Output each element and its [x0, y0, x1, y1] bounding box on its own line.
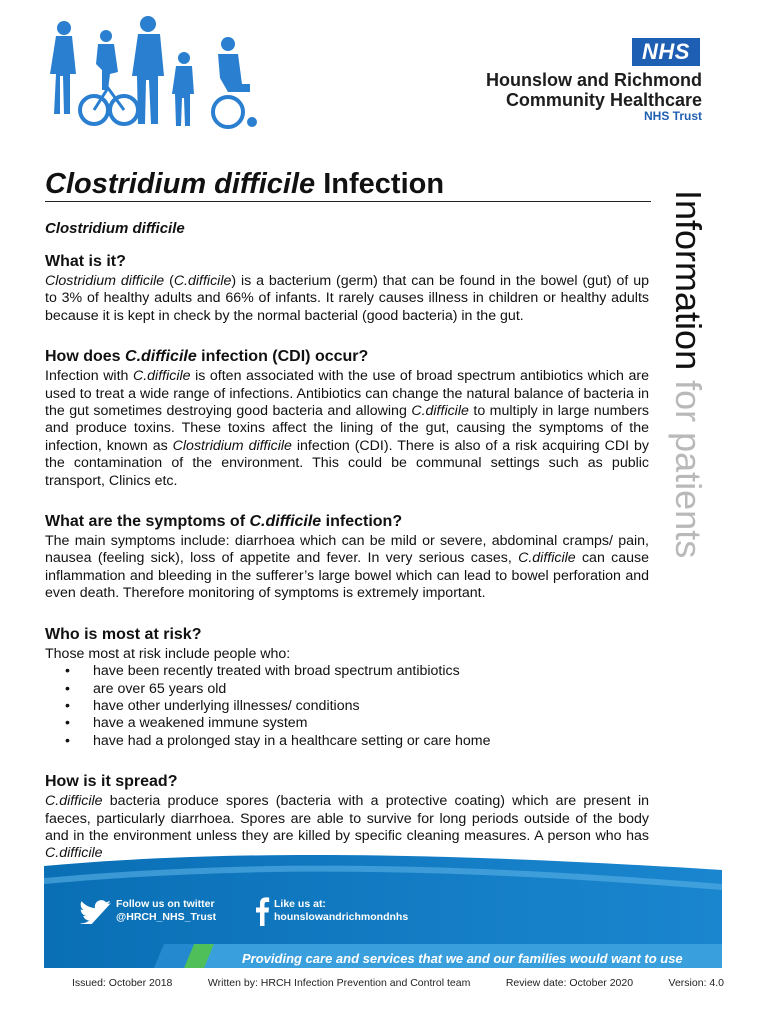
risk-list [45, 663, 649, 750]
heading-symptoms [45, 512, 649, 532]
list-item: • have other underlying illnesses/ conditions [93, 698, 649, 715]
org-name-line1: Hounslow and Richmond [486, 70, 702, 90]
text: The main symptoms include: diarrhoea which can be mild or severe, abdominal cramps/ pain, nausea (feeling sick), loss of appetite and fever. In very serious cases, [45, 533, 649, 567]
main-content [45, 220, 649, 863]
facebook-link[interactable] [274, 898, 408, 924]
heading-what-is-it: What is it? [45, 253, 126, 270]
information-for-patients-banner [664, 190, 714, 685]
version: Version: 4.0 [668, 977, 724, 989]
text: is often associated with the use of broad spectrum antibiotics which are used to treat a wide range of infections. Antibiotics can change the natural balance of bacteria in the gut sometimes destroying good bacteria and allowing [45, 368, 649, 420]
text: bacteria produce spores (bacteria with a protective coating) which are present in faeces, particularly diarrhoea. Spores are able to survive for long periods outside of the body and in the environment unless they are killed by specific cleaning measures. A person who has [45, 793, 649, 844]
twitter-icon[interactable] [80, 900, 112, 924]
list-item: • have been recently treated with broad spectrum antibiotics [93, 663, 649, 680]
text-italic: C.difficile [173, 273, 232, 289]
banner-word-information: Information [668, 190, 709, 371]
facebook-icon[interactable] [254, 896, 270, 926]
text-italic: C.difficile [45, 845, 103, 862]
list-item: • are over 65 years old [93, 681, 649, 698]
banner-text [668, 190, 709, 558]
heading-how-does-cdi-occur [45, 347, 649, 367]
title-divider [45, 201, 651, 202]
heading-how-is-it-spread: How is it spread? [45, 773, 178, 791]
heading-text: What are the symptoms of [45, 513, 250, 531]
subtitle: Clostridium difficile [45, 220, 185, 237]
org-trust-label: NHS Trust [643, 109, 702, 123]
facebook-line1: Like us at: [274, 898, 326, 910]
issued-date: Issued: October 2018 [72, 977, 173, 989]
heading-text: How does [45, 348, 126, 366]
people-silhouettes-illustration [44, 14, 264, 134]
text-italic: C.difficile [518, 550, 576, 567]
organisation-name [430, 70, 702, 110]
review-date: Review date: October 2020 [505, 977, 634, 989]
twitter-line1: Follow us on twitter [116, 898, 215, 910]
text-italic: C.difficile [411, 403, 469, 420]
text: can cause inflammation and bleeding in the sufferer’s large bowel which can lead to bowel perforation and even death. Therefore monitoring of symptoms is extremely important. [45, 550, 649, 602]
document-footer [44, 977, 724, 989]
paragraph-risk-intro: Those most at risk include people who: [45, 645, 291, 662]
list-item: • have had a prolonged stay in a healthcare setting or care home [93, 733, 649, 750]
text: infection (CDI). There is also of a risk acquiring CDI by the contamination of the environment. This could be communal settings such as public transport, Clinics etc. [45, 437, 649, 489]
banner-word-for-patients: for patients [668, 370, 709, 559]
page-title [45, 167, 650, 201]
text: to multiply in large numbers and produce toxins. These toxins affect the lining of the gut, causing the symptoms of the infection, known as [45, 403, 650, 454]
org-name-line2: Community Healthcare [505, 90, 702, 110]
text-italic: C.difficile [45, 793, 103, 810]
text: ) is a bacterium (germ) that can be found in the bowel (gut) of up to 3% of healthy adults and 66% of infants. It rarely causes illness in children or healthy adults because it is kept in check by the normal bacterial (good bacteria) in the gut. [45, 273, 649, 324]
heading-italic: C.difficile [249, 513, 322, 531]
text: ( [164, 273, 174, 289]
text-italic: C.difficile [132, 368, 191, 385]
footer-banner [44, 848, 722, 968]
footer-tagline: Providing care and services that we and our families would want to use [242, 951, 683, 966]
nhs-logo: NHS [632, 38, 700, 66]
title-plain: Infection [315, 168, 445, 200]
text: Infection with [45, 368, 133, 385]
list-item: • have a weakened immune system [93, 715, 649, 732]
paragraph-symptoms [45, 533, 649, 603]
paragraph-what-is-it [45, 273, 649, 325]
title-italic: Clostridium difficile [45, 168, 316, 200]
heading-who-is-at-risk: Who is most at risk? [45, 625, 202, 643]
paragraph-how-does-cdi-occur [45, 368, 649, 490]
written-by: Written by: HRCH Infection Prevention and Control team [207, 977, 471, 989]
twitter-handle: @HRCH_NHS_Trust [116, 911, 217, 923]
heading-text: infection? [321, 513, 403, 531]
twitter-link[interactable] [116, 898, 216, 924]
heading-italic: C.difficile [125, 348, 197, 366]
heading-text: infection (CDI) occur? [196, 348, 369, 366]
text-italic: Clostridium difficile [45, 273, 165, 289]
facebook-page-name: hounslowandrichmondnhs [274, 911, 409, 923]
text-italic: Clostridium difficile [172, 437, 292, 454]
